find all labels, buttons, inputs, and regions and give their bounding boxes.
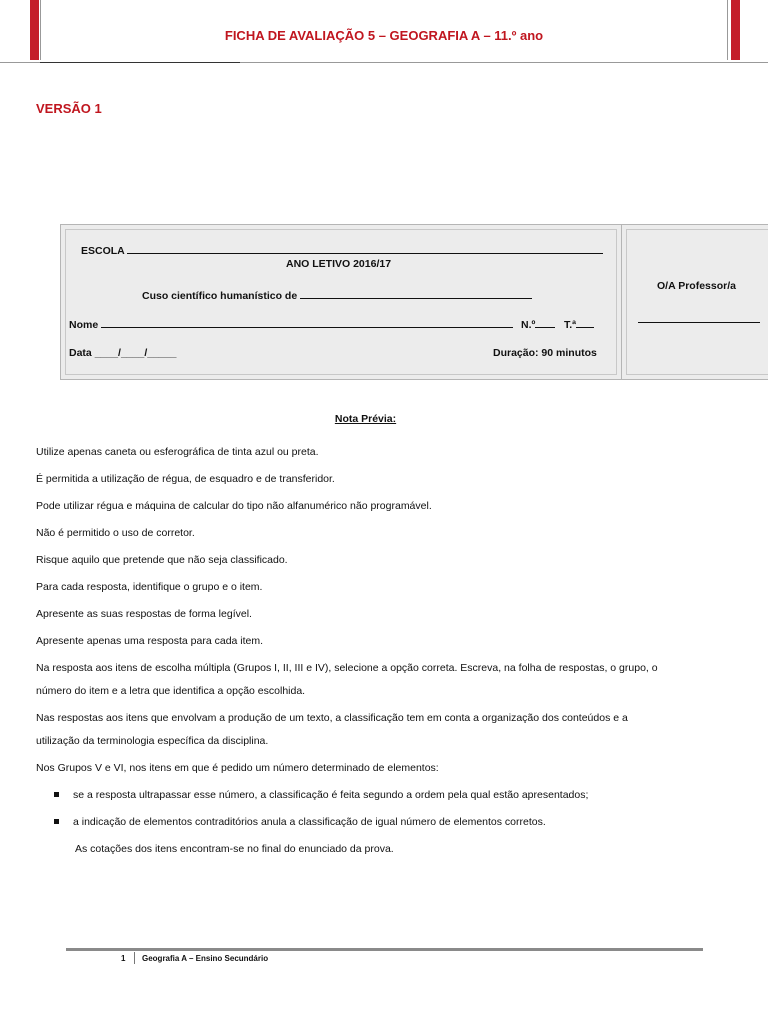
- multiple-choice-instruction-line-2: número do item e a letra que identifica a opção escolhida.: [36, 685, 306, 697]
- numero-field[interactable]: [521, 317, 555, 331]
- duracao: Duração: 90 minutos: [493, 347, 597, 359]
- instruction-item: Risque aquilo que pretende que não seja classificado.: [36, 554, 288, 566]
- cotacoes-note: As cotações dos itens encontram-se no final do enunciado da prova.: [75, 843, 394, 855]
- teacher-signature-field[interactable]: [638, 312, 760, 326]
- version-label: VERSÃO 1: [36, 101, 102, 116]
- teacher-box: [621, 224, 768, 380]
- teacher-signature-line: [638, 312, 760, 323]
- turma-field[interactable]: [564, 317, 594, 331]
- data-field[interactable]: [69, 347, 176, 359]
- text-answer-instruction-line-1: Nas respostas aos itens que envolvam a produção de um texto, a classificação tem em conta a organização dos conteúdos e a: [36, 712, 628, 724]
- nome-field[interactable]: [69, 317, 513, 331]
- numero-label: N.º: [521, 319, 536, 331]
- header-divider-accent: [40, 62, 240, 63]
- nota-previa-title: Nota Prévia:: [334, 413, 397, 425]
- bullet-item: a indicação de elementos contraditórios anula a classificação de igual número de elementos corretos.: [73, 816, 546, 828]
- escola-label: ESCOLA: [81, 245, 125, 257]
- curso-field[interactable]: [142, 288, 532, 302]
- escola-field[interactable]: [81, 243, 603, 257]
- instruction-item: Apresente as suas respostas de forma legível.: [36, 608, 252, 620]
- bullet-item: se a resposta ultrapassar esse número, a classificação é feita segundo a ordem pela qual estão apresentados;: [73, 789, 589, 801]
- escola-line: [127, 243, 603, 254]
- instruction-item: Apresente apenas uma resposta para cada item.: [36, 635, 264, 647]
- square-bullet-icon: [54, 819, 59, 824]
- nome-line: [101, 317, 513, 328]
- page-number: 1: [121, 954, 126, 963]
- footer-separator: [134, 952, 135, 964]
- nome-label: Nome: [69, 319, 99, 331]
- curso-label: Cuso científico humanístico de: [142, 290, 298, 302]
- instruction-item: Para cada resposta, identifique o grupo e o item.: [36, 581, 263, 593]
- instruction-item: Não é permitido o uso de corretor.: [36, 527, 195, 539]
- multiple-choice-instruction-line-1: Na resposta aos itens de escolha múltipla (Grupos I, II, III e IV), selecione a opção correta. Escreva, na folha de respostas, o grupo, o: [36, 662, 658, 674]
- footer-divider: [66, 948, 703, 951]
- text-answer-instruction-line-2: utilização da terminologia específica da disciplina.: [36, 735, 269, 747]
- curso-line: [300, 288, 532, 299]
- instruction-item: É permitida a utilização de régua, de esquadro e de transferidor.: [36, 473, 335, 485]
- grupos-intro: Nos Grupos V e VI, nos itens em que é pedido um número determinado de elementos:: [36, 762, 439, 774]
- square-bullet-icon: [54, 792, 59, 797]
- instruction-item: Utilize apenas caneta ou esferográfica de tinta azul ou preta.: [36, 446, 319, 458]
- turma-label: T.ª: [564, 319, 577, 331]
- ano-letivo: ANO LETIVO 2016/17: [286, 258, 392, 270]
- instruction-item: Pode utilizar régua e máquina de calcular do tipo não alfanumérico não programável.: [36, 500, 432, 512]
- footer-text: Geografia A – Ensino Secundário: [142, 954, 269, 963]
- data-label: Data: [69, 347, 92, 359]
- document-title: FICHA DE AVALIAÇÃO 5 – GEOGRAFIA A – 11.º ano: [224, 28, 544, 43]
- teacher-label: O/A Professor/a: [657, 280, 736, 292]
- data-blanks: ____/____/_____: [94, 347, 177, 359]
